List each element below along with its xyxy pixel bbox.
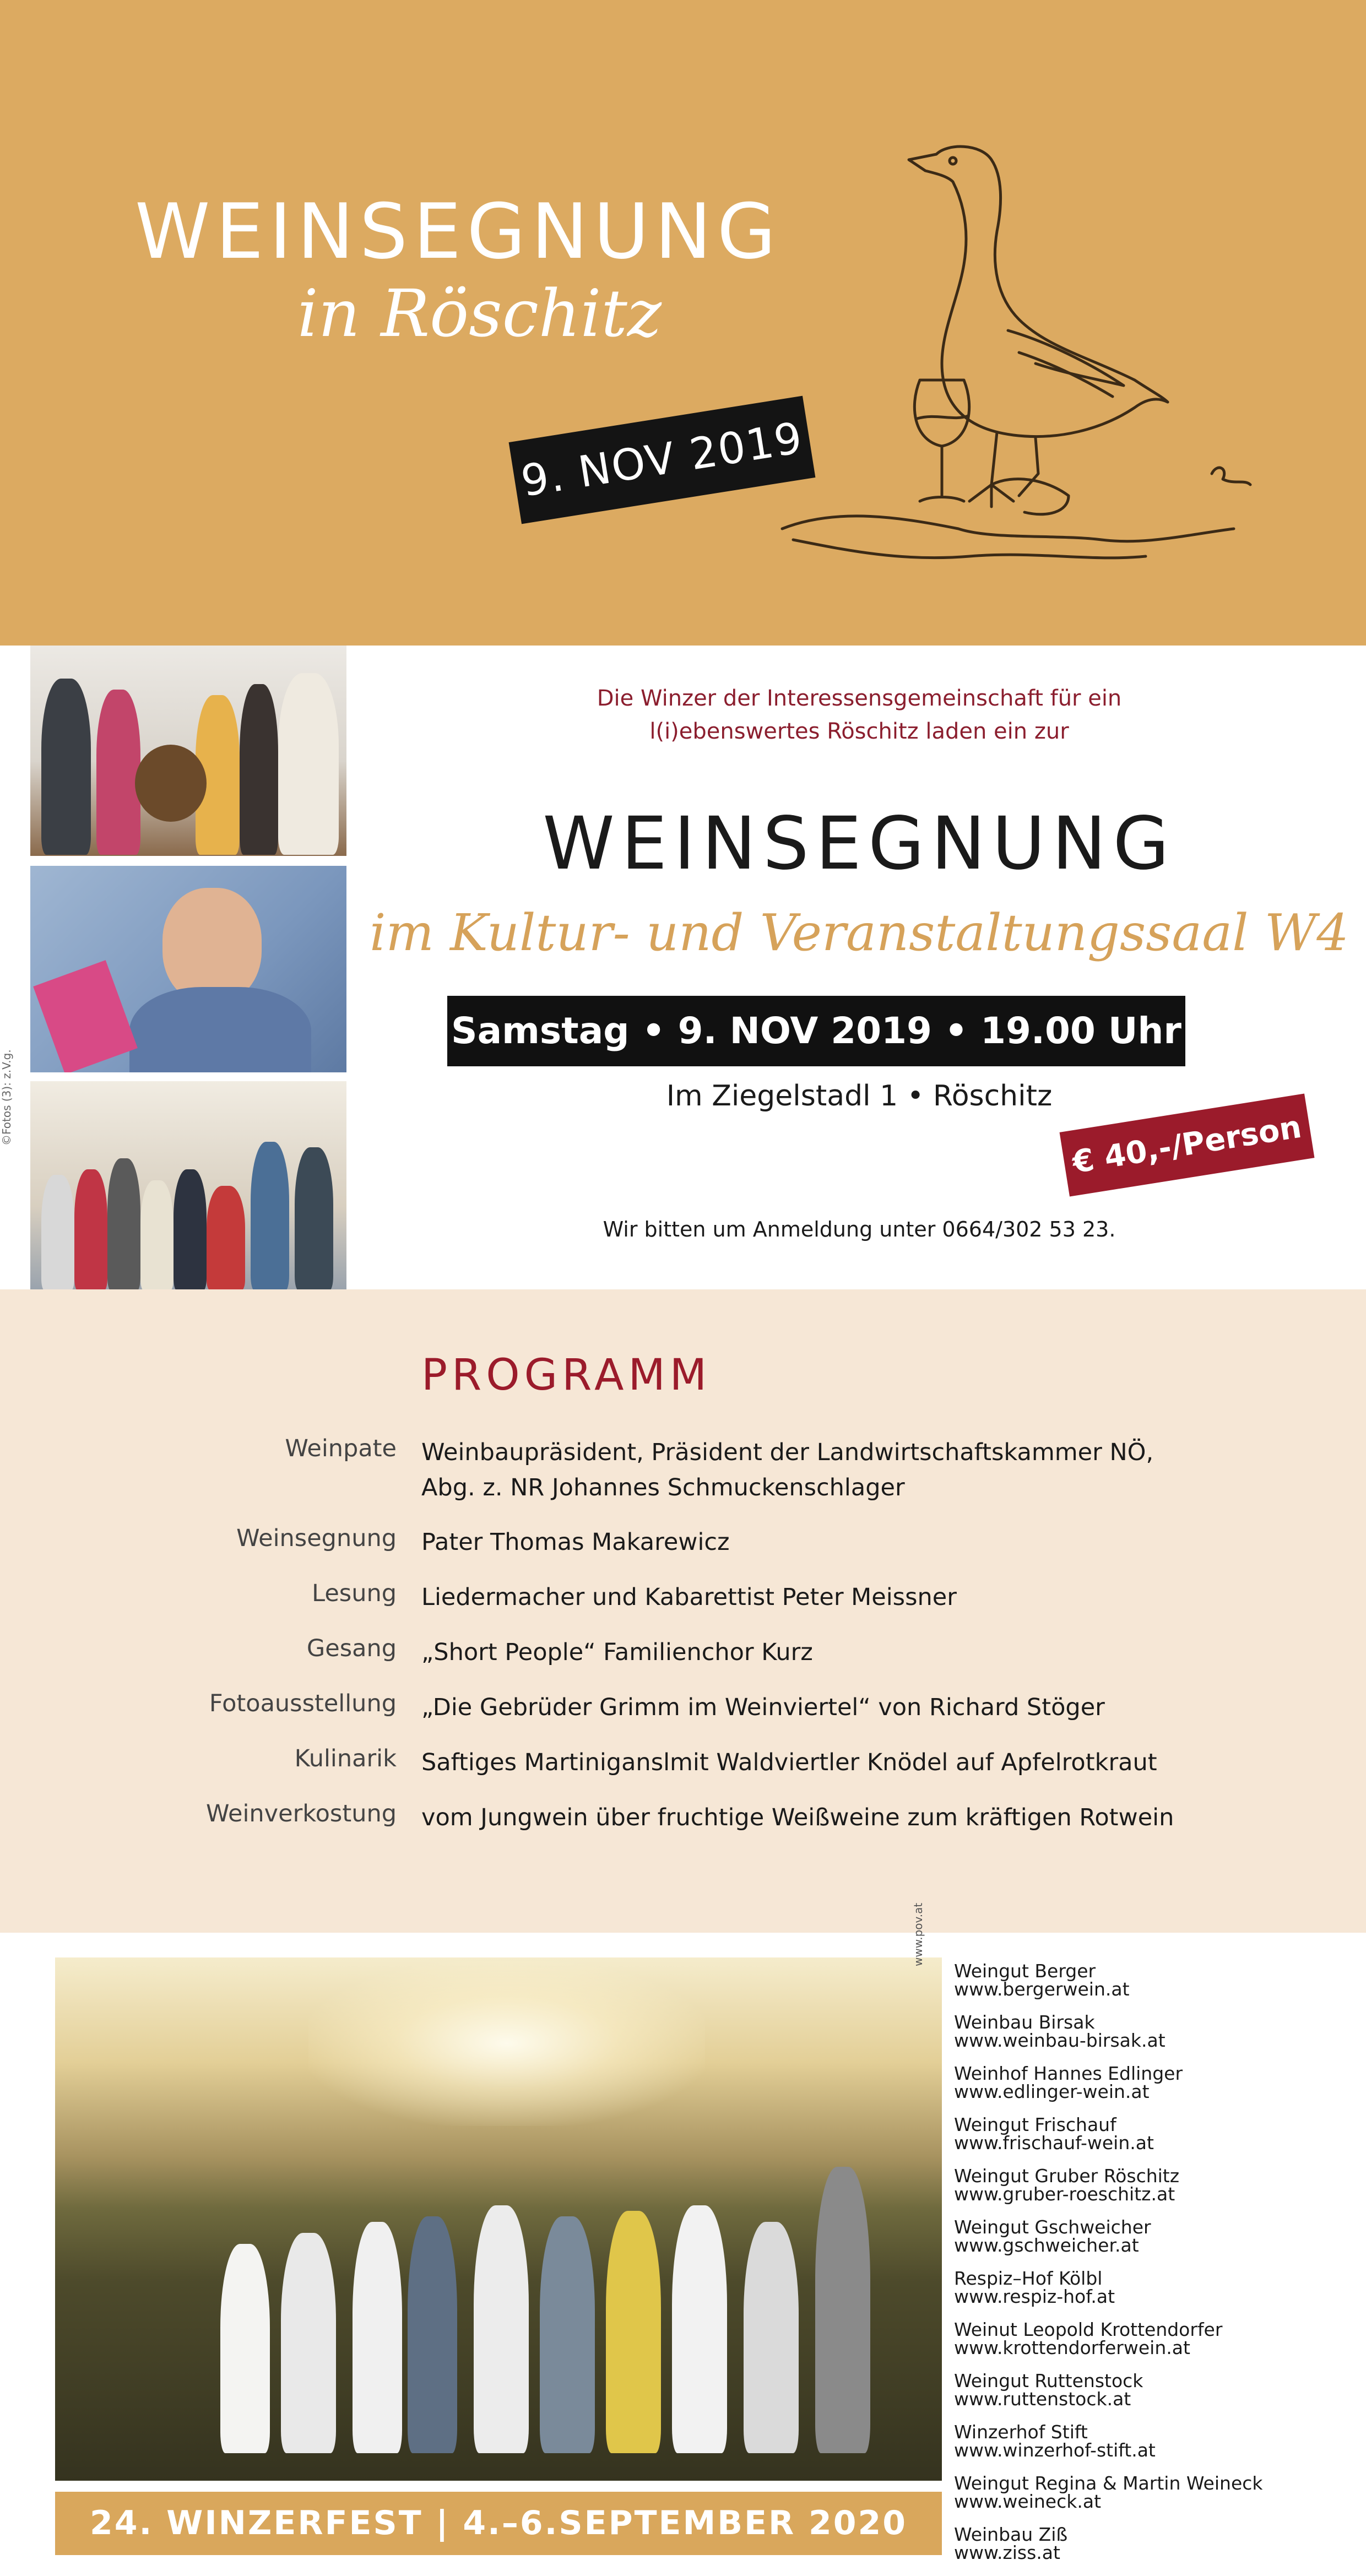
- header-date-badge: 9. NOV 2019: [509, 396, 816, 524]
- program-label: Weinsegnung: [236, 1525, 397, 1552]
- winzerfest-banner: 24. WINZERFEST | 4.–6.SEPTEMBER 2020: [55, 2492, 942, 2555]
- winery-entry: Weingut Berger www.bergerwein.at: [954, 1960, 1130, 2000]
- program-label: Fotoausstellung: [209, 1690, 397, 1717]
- invitation-title: WEINSEGNUNG: [543, 801, 1176, 886]
- intro-line-2: l(i)ebenswertes Röschitz laden ein zur: [649, 719, 1069, 744]
- program-value: „Die Gebrüder Grimm im Weinviertel“ von Richard Stöger: [421, 1694, 1105, 1721]
- program-row: [0, 1580, 1366, 1640]
- winery-entry: Weingut Regina & Martin Weineck www.weineck.at: [954, 2472, 1263, 2512]
- program-value: vom Jungwein über fruchtige Weißweine zum kräftigen Rotwein: [421, 1804, 1174, 1831]
- program-row: [0, 1435, 1366, 1501]
- winery-entry: Weinbau Birsak www.weinbau-birsak.at: [954, 2011, 1166, 2051]
- photo-wine-blessing-group: [30, 646, 346, 856]
- header-subtitle: in Röschitz: [297, 275, 662, 351]
- photo-choir-group: [30, 1081, 346, 1289]
- program-row: [0, 1745, 1366, 1805]
- program-label: Weinpate: [285, 1435, 397, 1462]
- winery-entry: Winzerhof Stift www.winzerhof-stift.at: [954, 2421, 1156, 2461]
- winery-entry: Weinhof Hannes Edlinger www.edlinger-wein.at: [954, 2063, 1183, 2102]
- program-label: Weinverkostung: [206, 1800, 397, 1827]
- registration-note: Wir bitten um Anmeldung unter 0664/302 53 23.: [603, 1217, 1116, 1241]
- program-label: Kulinarik: [294, 1745, 397, 1772]
- team-photo-credit: www.pov.at: [912, 1902, 925, 1966]
- program-value: Saftiges Martiniganslmit Waldviertler Knödel auf Apfelrotkraut: [421, 1749, 1157, 1776]
- program-label: Lesung: [312, 1580, 397, 1607]
- invitation-address: Im Ziegelstadl 1 • Röschitz: [666, 1080, 1053, 1113]
- program-row: [0, 1525, 1366, 1585]
- program-title: PROGRAMM: [421, 1351, 712, 1400]
- program-value: Pater Thomas Makarewicz: [421, 1528, 730, 1556]
- program-value: Liedermacher und Kabarettist Peter Meissner: [421, 1583, 957, 1611]
- winery-entry: Weingut Frischauf www.frischauf-wein.at: [954, 2114, 1154, 2154]
- photo-credit: ©Fotos (3): z.V.g.: [0, 1049, 13, 1146]
- program-row: [0, 1635, 1366, 1695]
- program-row: [0, 1800, 1366, 1861]
- winery-entry: Respiz–Hof Kölbl www.respiz-hof.at: [954, 2268, 1115, 2307]
- goose-illustration: [760, 121, 1272, 578]
- invitation-date-time: Samstag • 9. NOV 2019 • 19.00 Uhr: [447, 996, 1185, 1066]
- winery-entry: Weinut Leopold Krottendorfer www.krottendorferwein.at: [954, 2319, 1223, 2358]
- price-badge: € 40,-/Person: [1060, 1094, 1315, 1197]
- program-row: [0, 1690, 1366, 1750]
- invitation-venue: im Kultur- und Veranstaltungssaal W4: [370, 903, 1349, 962]
- program-value: Weinbaupräsident, Präsident der Landwirtschaftskammer NÖ, Abg. z. NR Johannes Schmuckenschlager: [421, 1439, 1154, 1501]
- winery-entry: Weinbau Ziß www.ziss.at: [954, 2524, 1068, 2563]
- program-label: Gesang: [306, 1635, 397, 1662]
- program-value: „Short People“ Familienchor Kurz: [421, 1639, 813, 1666]
- sunlight-glow: [308, 1961, 705, 2126]
- photo-reading-performer: [30, 866, 346, 1072]
- header-title: WEINSEGNUNG: [135, 187, 782, 276]
- winery-entry: Weingut Gruber Röschitz www.gruber-roeschitz.at: [954, 2165, 1180, 2205]
- winery-entry: Weingut Ruttenstock www.ruttenstock.at: [954, 2370, 1143, 2410]
- winery-entry: Weingut Gschweicher www.gschweicher.at: [954, 2216, 1151, 2256]
- intro-line-1: Die Winzer der Interessensgemeinschaft für ein: [597, 686, 1122, 711]
